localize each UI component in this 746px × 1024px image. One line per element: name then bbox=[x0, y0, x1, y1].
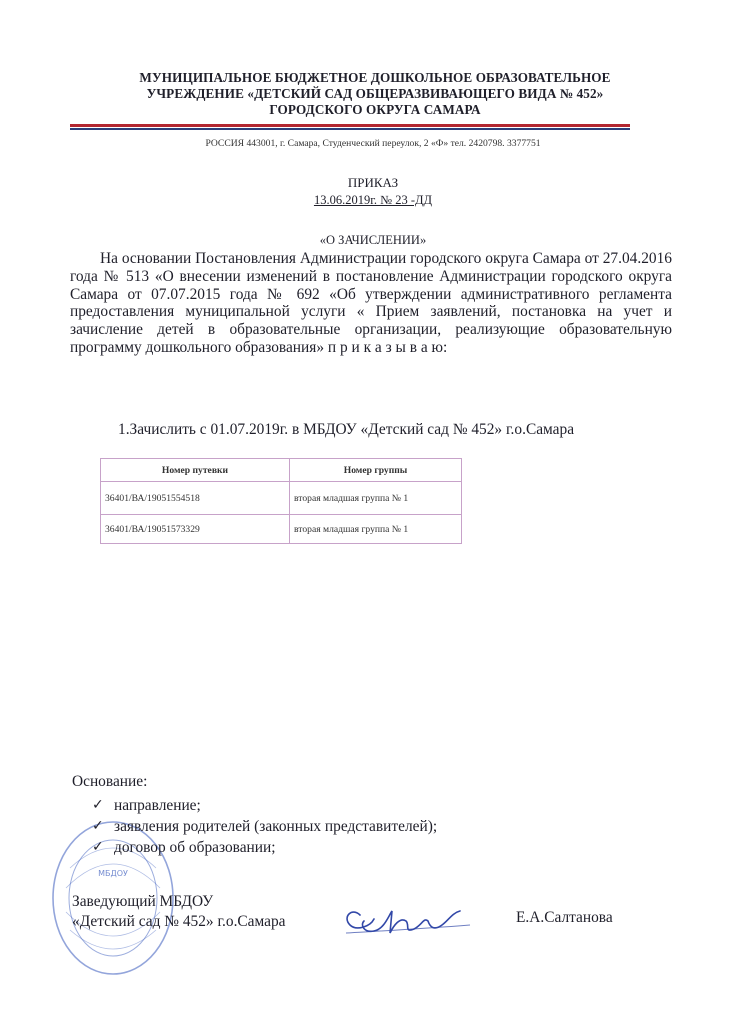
order-date-number bbox=[0, 193, 746, 208]
organization-address: РОССИЯ 443001, г. Самара, Студенческий переулок, 2 «Ф» тел. 2420798. 3377751 bbox=[205, 138, 541, 149]
organization-name bbox=[60, 70, 690, 118]
group-name-cell: вторая младшая группа № 1 bbox=[290, 482, 462, 515]
voucher-number-cell: 36401/ВА/19051573329 bbox=[101, 515, 290, 544]
order-body: На основании Постановления Администрации городского округа Самара от 27.04.2016 года № 513 «О внесении изменений в постановление Администрации городского округа Самара от 07.07.2015 года № 692 «Об утверждении административного регламента предоставления муниципальной услуги « Прием заявлений, постановка на учет и зачисление детей в образовательные организации, реализующие образовательную программу дошкольного образования» п р и к а з ы в а ю: bbox=[70, 250, 672, 356]
order-item-1: 1.Зачислить с 01.07.2019г. в МБДОУ «Детский сад № 452» г.о.Самара bbox=[118, 421, 575, 438]
stamp-center-text: МБДОУ bbox=[98, 869, 128, 878]
basis-list bbox=[92, 795, 437, 858]
basis-item-text: договор об образовании; bbox=[114, 839, 276, 856]
handwritten-signature bbox=[330, 887, 480, 947]
basis-item-text: направление; bbox=[114, 797, 201, 814]
basis-heading: Основание: bbox=[72, 773, 148, 790]
voucher-number-cell: 36401/ВА/19051554518 bbox=[101, 482, 290, 515]
signatory-title-line-1: Заведующий МБДОУ bbox=[72, 893, 214, 910]
table-header-row bbox=[101, 459, 462, 482]
table-row bbox=[101, 515, 462, 544]
check-mark-icon: ✓ bbox=[92, 839, 104, 855]
signer-name: Е.А.Салтанова bbox=[516, 909, 613, 926]
org-name-line-2: УЧРЕЖДЕНИЕ «ДЕТСКИЙ САД ОБЩЕРАЗВИВАЮЩЕГО ВИДА № 452» bbox=[146, 86, 604, 101]
header-divider-blue bbox=[70, 128, 630, 130]
list-item bbox=[92, 816, 437, 837]
org-name-line-3: ГОРОДСКОГО ОКРУГА САМАРА bbox=[269, 102, 481, 117]
order-date-number-text: 13.06.2019г. № 23 -ДД bbox=[313, 193, 433, 207]
order-subject: «О ЗАЧИСЛЕНИИ» bbox=[319, 233, 427, 247]
group-name-cell: вторая младшая группа № 1 bbox=[290, 515, 462, 544]
order-title: ПРИКАЗ bbox=[347, 175, 399, 190]
check-mark-icon: ✓ bbox=[92, 797, 104, 813]
org-name-line-1: МУНИЦИПАЛЬНОЕ БЮДЖЕТНОЕ ДОШКОЛЬНОЕ ОБРАЗОВАТЕЛЬНОЕ bbox=[139, 70, 611, 85]
table-row bbox=[101, 482, 462, 515]
basis-item-text: заявления родителей (законных представителей); bbox=[114, 818, 438, 835]
signatory-title-line-2: «Детский сад № 452» г.о.Самара bbox=[72, 913, 286, 930]
check-mark-icon: ✓ bbox=[92, 818, 104, 834]
enrollment-table bbox=[100, 458, 462, 544]
column-header-voucher: Номер путевки bbox=[101, 459, 290, 482]
header-divider-red bbox=[70, 124, 630, 127]
column-header-group: Номер группы bbox=[290, 459, 462, 482]
list-item bbox=[92, 837, 437, 858]
list-item bbox=[92, 795, 437, 816]
